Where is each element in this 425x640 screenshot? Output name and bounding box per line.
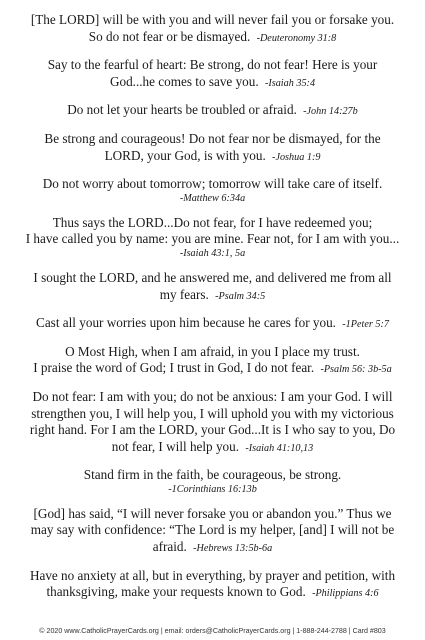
verse-text-line: my fears. xyxy=(159,286,209,302)
verse-text-line: I sought the LORD, and he answered me, and delivered me from all xyxy=(33,269,392,285)
verse-reference: -Psalm 34:5 xyxy=(215,290,266,302)
verse-reference: -Joshua 1:9 xyxy=(272,151,321,163)
verse-text-line: thanksgiving, make your requests known to God. xyxy=(46,584,306,600)
verse-text-line: LORD, your God, is with you. xyxy=(104,147,266,163)
verse-text-line: afraid. xyxy=(152,539,187,555)
verse-text-line: I praise the word of God; I trust in God, I do not fear. xyxy=(33,360,315,376)
verse-reference: -Isaiah 35:4 xyxy=(264,77,316,89)
verse-text-line: Cast all your worries upon him because he cares for you. xyxy=(36,315,336,331)
verse-reference: -Deuteronomy 31:8 xyxy=(256,32,337,44)
scripture-verse xyxy=(10,270,415,305)
verse-text-line: may say with confidence: “The Lord is my helper, [and] I will not be xyxy=(30,522,395,538)
scripture-verse xyxy=(10,467,415,496)
verse-text-line: God...he comes to save you. xyxy=(109,73,259,89)
verse-text-line: I have called you by name: you are mine. Fear not, for I am with you... xyxy=(25,231,400,247)
verse-reference: -Isaiah 41:10,13 xyxy=(245,442,314,454)
scripture-verse xyxy=(10,344,415,379)
verse-reference: -1Peter 5:7 xyxy=(342,319,389,331)
verse-text-line: Do not let your hearts be troubled or afraid. xyxy=(67,102,297,118)
verse-text-line: Be strong and courageous! Do not fear nor be dismayed, for the xyxy=(44,130,381,146)
verse-text-line: not fear, I will help you. xyxy=(111,438,240,454)
verse-reference: -Matthew 6:34a xyxy=(179,192,246,204)
verse-reference: -John 14:27b xyxy=(303,106,358,118)
verse-list xyxy=(10,12,415,603)
verse-text-line: Stand firm in the faith, be courageous, be strong. xyxy=(83,467,342,483)
scripture-verse xyxy=(10,389,415,457)
verse-reference: -Hebrews 13:5b-6a xyxy=(193,543,273,555)
verse-reference: -Isaiah 43:1, 5a xyxy=(179,247,246,259)
verse-text-line: So do not fear or be dismayed. xyxy=(88,28,251,44)
scripture-verse xyxy=(10,506,415,558)
verse-text-line: Have no anxiety at all, but in everything, by prayer and petition, with xyxy=(29,567,396,583)
scripture-verse xyxy=(10,57,415,92)
verse-text-line: Do not worry about tomorrow; tomorrow will take care of itself. xyxy=(42,176,383,192)
verse-text-line: right hand. For I am the LORD, your God...It is I who say to you, Do xyxy=(29,422,396,438)
scripture-verse xyxy=(10,12,415,47)
verse-reference: -1Corinthians 16:13b xyxy=(168,483,257,495)
scripture-verse xyxy=(10,176,415,205)
scripture-verse xyxy=(10,568,415,603)
scripture-verse xyxy=(10,315,415,334)
verse-reference: -Philippians 4:6 xyxy=(312,588,379,600)
verse-text-line: strengthen you, I will help you, I will uphold you with my victorious xyxy=(31,405,394,421)
scripture-verse xyxy=(10,215,415,260)
verse-reference: -Psalm 56: 3b-5a xyxy=(320,364,392,376)
verse-text-line: [The LORD] will be with you and will never fail you or forsake you. xyxy=(30,12,395,27)
verse-text-line: Say to the fearful of heart: Be strong, do not fear! Here is your xyxy=(47,57,378,73)
verse-text-line: [God] has said, “I will never forsake you or abandon you.” Thus we xyxy=(33,505,392,521)
scripture-verse xyxy=(10,102,415,121)
verse-text-line: Thus says the LORD...Do not fear, for I have redeemed you; xyxy=(52,214,373,230)
footer-copyright: © 2020 www.CatholicPrayerCards.org | email: orders@CatholicPrayerCards.org | 1-888-244-2788 | Card #803 xyxy=(39,627,386,635)
verse-text-line: O Most High, when I am afraid, in you I place my trust. xyxy=(65,343,360,359)
verse-text-line: Do not fear: I am with you; do not be anxious: I am your God. I will xyxy=(32,388,393,404)
scripture-verse xyxy=(10,131,415,166)
